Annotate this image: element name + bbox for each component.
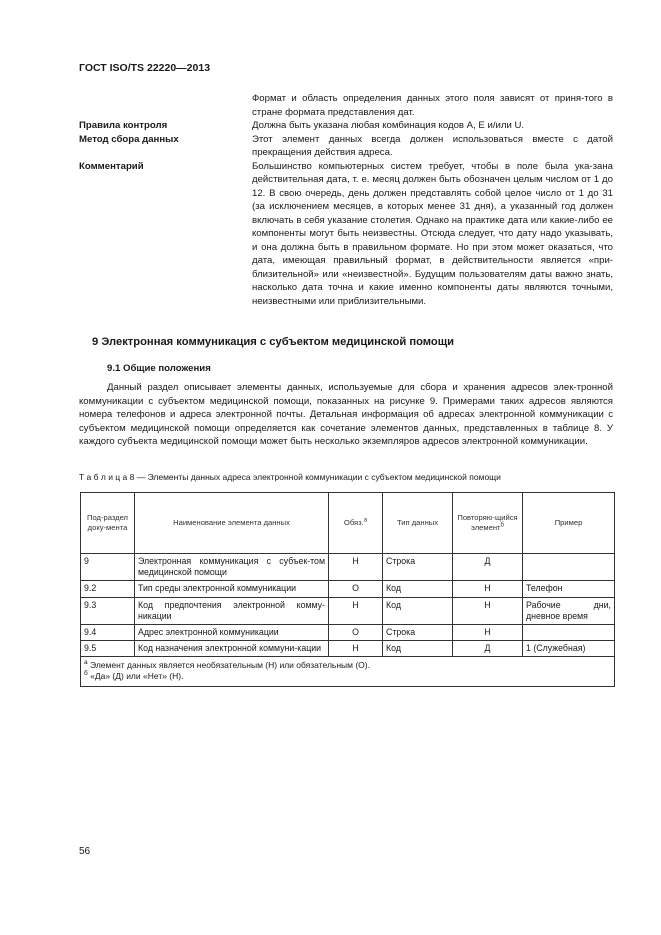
table-caption: Т а б л и ц а 8 — Элементы данных адреса электронной коммуникации с субъектом медицинской помощи [79, 472, 501, 482]
definition-label: Правила контроля [79, 120, 168, 131]
cell-mandatory: О [329, 625, 383, 641]
cell-repeating: Д [453, 641, 523, 657]
definition-row [79, 133, 613, 160]
table-row [81, 597, 615, 624]
cell-subsection: 9.4 [81, 625, 135, 641]
cell-mandatory: О [329, 581, 383, 597]
table-footnotes-row [81, 657, 615, 687]
footnote-text: Элемент данных является необязательным (Н) или обязательным (О). [90, 660, 370, 671]
definition-label: Комментарий [79, 160, 144, 172]
cell-example: Телефон [523, 581, 615, 597]
definition-text: Этот элемент данных всегда должен использоваться вместе с датой прекращения действия адреса. [252, 133, 613, 158]
definition-label [79, 92, 252, 119]
document-header: ГОСТ ISO/TS 22220—2013 [79, 62, 211, 74]
footnote-mark: а [84, 659, 88, 667]
footnote-text: «Да» (Д) или «Нет» (Н). [90, 671, 184, 682]
definition-row [79, 92, 613, 119]
definition-intro: Формат и область определения данных этого поля зависят от приня-того в стране формата представления дат. [252, 93, 613, 118]
cell-mandatory: Н [329, 554, 383, 581]
table-row [81, 625, 615, 641]
cell-name: Код предпочтения электронной комму-никации [135, 597, 329, 624]
header-repeating [453, 493, 523, 554]
header-mandatory [329, 493, 383, 554]
cell-type: Строка [383, 625, 453, 641]
cell-type: Код [383, 641, 453, 657]
header-name: Наименование элемента данных [135, 493, 329, 554]
definitions-block [79, 92, 613, 308]
cell-example: Рабочие дни, дневное время [523, 597, 615, 624]
definition-label: Метод сбора данных [79, 133, 179, 145]
body-paragraph: Данный раздел описывает элементы данных, используемые для сбора и хранения адресов элек-тронной коммуникации с субъектом медицинской помощи, показанных на рисунке 9. Примерами таких адресов являются номера телефонов и адреса электронной почты. Детальная информация об адресах электронной коммуникации с субъектом медицинской помощи определяется как сочетание элементов данных, представленных в таблице 8. У каждого субъекта медицинской помощи может быть несколько экземпляров адресов электронной коммуникации. [79, 382, 613, 448]
footnote-mark: б [84, 670, 88, 678]
header-subsection: Под-раздел доку-мента [81, 493, 135, 554]
definition-row [79, 160, 613, 309]
cell-name: Электронная коммуникация с субъек-том медицинской помощи [135, 554, 329, 581]
cell-subsection: 9.5 [81, 641, 135, 657]
table-header-row [81, 493, 615, 554]
cell-type: Код [383, 581, 453, 597]
cell-subsection: 9.3 [81, 597, 135, 624]
header-example: Пример [523, 493, 615, 554]
subsection-title: 9.1 Общие положения [107, 363, 211, 374]
cell-mandatory: Н [329, 597, 383, 624]
header-repeating-label: Повторяю-щийся элемент [457, 513, 518, 532]
table-footnotes [81, 657, 615, 687]
cell-example [523, 554, 615, 581]
footnote [84, 671, 611, 682]
cell-mandatory: Н [329, 641, 383, 657]
cell-name: Код назначения электронной коммуни-кации [135, 641, 329, 657]
definition-text: Должна быть указана любая комбинация кодов А, Е и/или U. [252, 120, 525, 131]
table-row [81, 641, 615, 657]
table-row [81, 581, 615, 597]
definition-row [79, 119, 613, 133]
cell-repeating: Д [453, 554, 523, 581]
cell-repeating: Н [453, 625, 523, 641]
table-row [81, 554, 615, 581]
footnote [84, 660, 611, 671]
cell-type: Строка [383, 554, 453, 581]
header-type: Тип данных [383, 493, 453, 554]
cell-repeating: Н [453, 597, 523, 624]
page-number: 56 [79, 846, 91, 857]
cell-subsection: 9.2 [81, 581, 135, 597]
section-title: 9 Электронная коммуникация с субъектом медицинской помощи [92, 336, 455, 348]
cell-subsection: 9 [81, 554, 135, 581]
cell-example [523, 625, 615, 641]
header-mandatory-label: Обяз. [343, 518, 364, 527]
cell-example: 1 (Служебная) [523, 641, 615, 657]
footnote-mark: б [500, 522, 504, 529]
cell-name: Тип среды электронной коммуникации [135, 581, 329, 597]
cell-type: Код [383, 597, 453, 624]
data-table [80, 492, 614, 687]
definition-text: Большинство компьютерных систем требует, чтобы в поле была ука-зана действительная дата, т. е. месяц должен быть обозначен целым числом от 1 до 12. В свою очередь, день должен представлять собой целое число от 1 до 31 (за исключением месяцев, в которых менее 31 дня), а указанный год должен включать в себя указание столетия. Однако на практике дата или какие-либо ее компоненты могут быть неизвестны. Отсюда следует, что дату надо указывать, и она должна быть в правильном формате. Но при этом может оказаться, что дата, имеющая правильный формат, в действительности является «при-близительной» или «неизвестной». Будущим пользователям даты важно знать, насколько дата точна и какие именно компоненты даты являются точными, неизвестными или приблизительными. [252, 160, 613, 307]
footnote-mark: а [363, 517, 368, 524]
cell-name: Адрес электронной коммуникации [135, 625, 329, 641]
cell-repeating: Н [453, 581, 523, 597]
